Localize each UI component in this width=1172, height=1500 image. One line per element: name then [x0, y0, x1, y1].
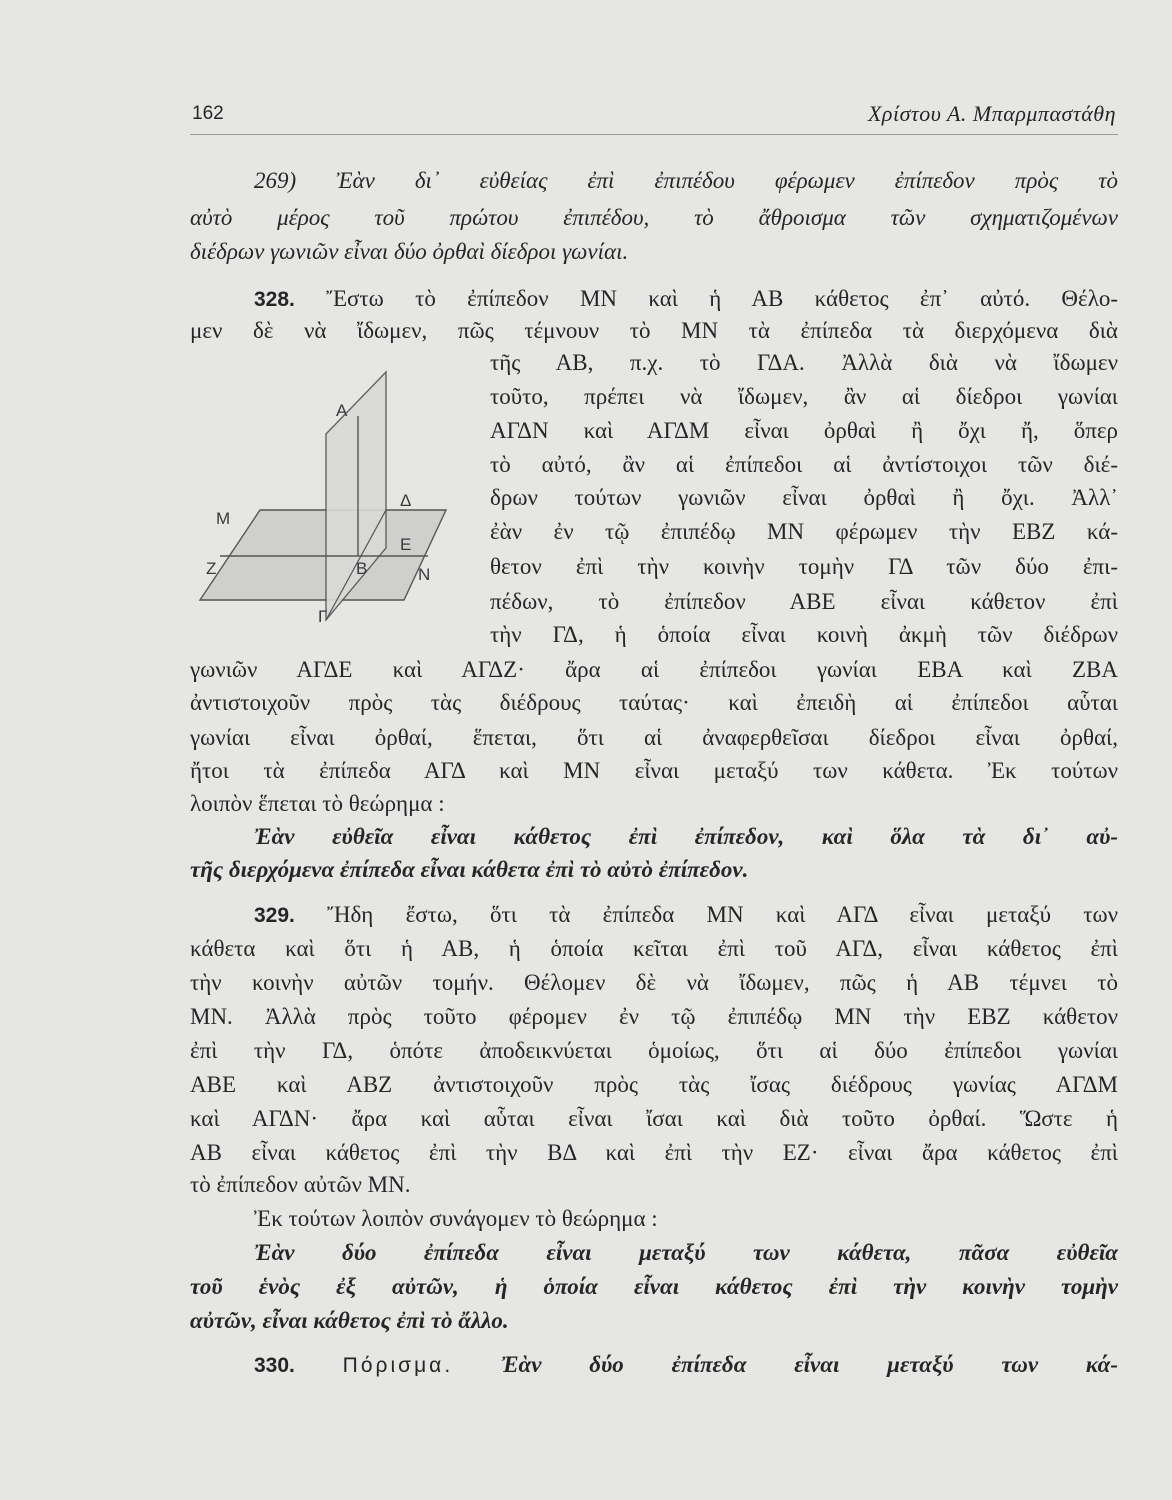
text-line: τὸ αὐτό, ἂν αἱ ἐπίπεδοι αἱ ἀντίστοιχοι τῶν διέ-: [490, 452, 1118, 477]
text-line: καὶ ΑΓΔΝ· ἄρα καὶ αὗται εἶναι ἴσαι καὶ διὰ τοῦτο ὀρθαί. Ὥστε ἡ: [190, 1106, 1118, 1131]
text-line: δρων τούτων γωνιῶν εἶναι ὀρθαὶ ἢ ὄχι. Ἀλλ᾽: [490, 485, 1118, 510]
label-a: Α: [336, 401, 348, 420]
text-span: Ἔστω τὸ ἐπίπεδον ΜΝ καὶ ἡ ΑΒ κάθετος ἐπ᾽ αὐτό. Θέλο-: [326, 286, 1118, 311]
text-line: πέδων, τὸ ἐπίπεδον ΑΒΕ εἶναι κάθετον ἐπὶ: [490, 589, 1118, 614]
text-line: ΑΒ εἶναι κάθετος ἐπὶ τὴν ΒΔ καὶ ἐπὶ τὴν ΕΖ· εἶναι ἄρα κάθετος ἐπὶ: [190, 1140, 1118, 1165]
text-span: Ἤδη ἔστω, ὅτι τὰ ἐπίπεδα ΜΝ καὶ ΑΓΔ εἶναι μεταξύ των: [327, 902, 1118, 927]
text-line: ἐπὶ τὴν ΓΔ, ὁπότε ἀποδεικνύεται ὁμοίως, ὅτι αἱ δύο ἐπίπεδοι γωνίαι: [190, 1038, 1118, 1063]
text-line: [254, 1350, 1118, 1380]
text-line: γωνιῶν ΑΓΔΕ καὶ ΑΓΔΖ· ἄρα αἱ ἐπίπεδοι γωνίαι ΕΒΑ καὶ ΖΒΑ: [190, 657, 1118, 682]
text-line: τὴν κοινὴν αὐτῶν τομήν. Θέλομεν δὲ νὰ ἴδωμεν, πῶς ἡ ΑΒ τέμνει τὸ: [190, 970, 1118, 995]
theorem-line: Ἐὰν δύο ἐπίπεδα εἶναι μεταξύ των κάθετα, πᾶσα εὐθεῖα: [254, 1240, 1118, 1265]
text-line: Ἐκ τούτων λοιπὸν συνάγομεν τὸ θεώρημα :: [254, 1206, 658, 1231]
page-number: 162: [192, 103, 224, 124]
text-line: τὴν ΓΔ, ἡ ὁποία εἶναι κοινὴ ἀκμὴ τῶν διέδρων: [490, 622, 1118, 647]
plane-mn: [200, 510, 446, 600]
section-number: 328.: [254, 288, 295, 311]
text-line: ΑΓΔΝ καὶ ΑΓΔΜ εἶναι ὀρθαὶ ἢ ὄχι ἤ, ὅπερ: [490, 418, 1118, 443]
label-b: Β: [356, 559, 368, 578]
text-line: [254, 900, 1118, 930]
text-line: διέδρων γωνιῶν εἶναι δύο ὀρθαὶ δίεδροι γωνίαι.: [190, 239, 629, 264]
text-line: ἀντιστοιχοῦν πρὸς τὰς διέδρους ταύτας· καὶ ἐπειδὴ αἱ ἐπίπεδοι αὗται: [190, 690, 1118, 715]
text-line: ΑΒΕ καὶ ΑΒΖ ἀντιστοιχοῦν πρὸς τὰς ἴσας διέδρους γωνίας ΑΓΔΜ: [190, 1072, 1118, 1097]
label-z: Ζ: [206, 559, 217, 578]
text-line: 269) Ἐὰν δι᾽ εὐθείας ἐπὶ ἐπιπέδου φέρωμεν ἐπίπεδον πρὸς τὸ: [254, 168, 1118, 193]
text-line: λοιπὸν ἕπεται τὸ θεώρημα :: [190, 791, 445, 816]
section-number: 329.: [254, 904, 295, 927]
theorem-line: αὐτῶν, εἶναι κάθετος ἐπὶ τὸ ἄλλο.: [190, 1308, 509, 1333]
text-line: κάθετα καὶ ὅτι ἡ ΑΒ, ἡ ὁποία κεῖται ἐπὶ τοῦ ΑΓΔ, εἶναι κάθετος ἐπὶ: [190, 936, 1118, 961]
running-header-author: Χρίστου Α. Μπαρμπαστάθη: [867, 101, 1116, 126]
theorem-line: τῆς διερχόμενα ἐπίπεδα εἶναι κάθετα ἐπὶ τὸ αὐτὸ ἐπίπεδον.: [190, 857, 749, 882]
text-line: μεν δὲ νὰ ἴδωμεν, πῶς τέμνουν τὸ ΜΝ τὰ ἐπίπεδα τὰ διερχόμενα διὰ: [190, 318, 1118, 343]
text-line: ΜΝ. Ἀλλὰ πρὸς τοῦτο φέρομεν ἐν τῷ ἐπιπέδῳ ΜΝ τὴν ΕΒΖ κάθετον: [190, 1004, 1118, 1029]
text-line: τὸ ἐπίπεδον αὐτῶν ΜΝ.: [190, 1172, 411, 1197]
section-number: 330.: [254, 1354, 295, 1377]
text-line: ἤτοι τὰ ἐπίπεδα ΑΓΔ καὶ ΜΝ εἶναι μεταξύ των κάθετα. Ἐκ τούτων: [190, 758, 1118, 783]
label-n: Ν: [418, 565, 431, 584]
label-g: Γ: [318, 607, 328, 626]
label-e: Ε: [400, 535, 412, 554]
text-line: γωνίαι εἶναι ὀρθαί, ἕπεται, ὅτι αἱ ἀναφερθεῖσαι δίεδροι εἶναι ὀρθαί,: [190, 725, 1118, 750]
text-line: τοῦτο, πρέπει νὰ ἴδωμεν, ἂν αἱ δίεδροι γωνίαι: [490, 384, 1118, 409]
theorem-line: Ἐὰν εὐθεῖα εἶναι κάθετος ἐπὶ ἐπίπεδον, καὶ ὅλα τὰ δι᾽ αὐ-: [254, 824, 1118, 849]
theorem-line: τοῦ ἑνὸς ἐξ αὐτῶν, ἡ ὁποία εἶναι κάθετος ἐπὶ τὴν κοινὴν τομὴν: [190, 1274, 1118, 1299]
text-line: ἐὰν ἐν τῷ ἐπιπέδῳ ΜΝ φέρωμεν τὴν ΕΒΖ κά-: [490, 519, 1118, 544]
label-d: Δ: [400, 491, 412, 510]
corollary-label: Πόρισμα.: [342, 1354, 454, 1377]
text-line: [254, 284, 1118, 314]
header-rule: [190, 134, 1118, 135]
text-line: αὐτὸ μέρος τοῦ πρώτου ἐπιπέδου, τὸ ἄθροισμα τῶν σχηματιζομένων: [190, 205, 1118, 230]
text-line: τῆς ΑΒ, π.χ. τὸ ΓΔΑ. Ἀλλὰ διὰ νὰ ἴδωμεν: [490, 350, 1118, 375]
label-m: Μ: [216, 509, 231, 528]
corollary-text: Ἐὰν δύο ἐπίπεδα εἶναι μεταξύ των κά-: [500, 1352, 1118, 1377]
geometry-figure: [190, 364, 480, 634]
text-line: θετον ἐπὶ τὴν κοινὴν τομὴν ΓΔ τῶν δύο ἐπι-: [490, 554, 1118, 579]
